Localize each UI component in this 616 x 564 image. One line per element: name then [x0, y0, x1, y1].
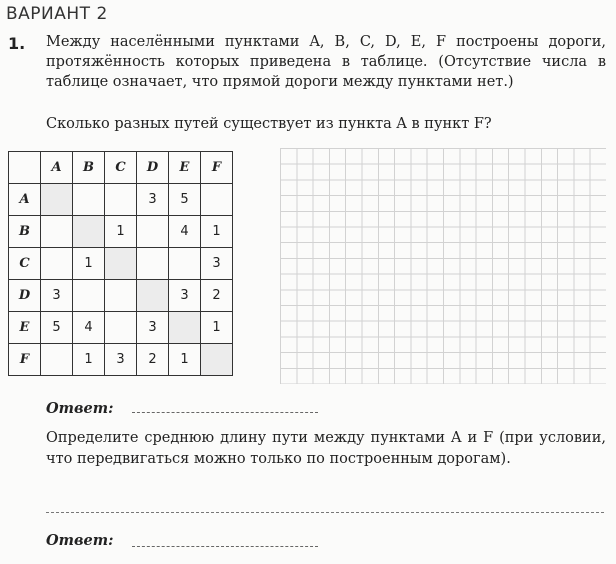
table-cell: [73, 280, 105, 312]
table-cell: 1: [105, 216, 137, 248]
table-cell: 3: [137, 184, 169, 216]
table-row: [9, 344, 233, 376]
table-cell: 2: [137, 344, 169, 376]
table-cell: 4: [73, 312, 105, 344]
table-cell: 5: [169, 184, 201, 216]
table-cell: [169, 312, 201, 344]
table-cell: 3: [169, 280, 201, 312]
table-cell: [169, 248, 201, 280]
table-cell: [201, 184, 233, 216]
table-row: [9, 312, 233, 344]
question-1: Сколько разных путей существует из пункта A в пункт F?: [46, 116, 492, 132]
table-cell: 1: [201, 216, 233, 248]
table-row: [9, 280, 233, 312]
table-cell: 5: [41, 312, 73, 344]
table-cell: [105, 280, 137, 312]
table-cell: [201, 344, 233, 376]
table-cell: [41, 248, 73, 280]
row-header: B: [9, 216, 41, 248]
table-cell: 3: [41, 280, 73, 312]
table-cell: [137, 216, 169, 248]
task-text: Между населёнными пунктами A, B, C, D, E, F построены дороги, протяжённость которых приведена в таблице. (Отсутствие числа в таблице означает, что прямой дороги между пунктами нет.): [46, 34, 606, 90]
column-header: A: [41, 152, 73, 184]
table-cell: [41, 344, 73, 376]
table-cell: [105, 248, 137, 280]
table-header-row: [9, 152, 233, 184]
row-header: C: [9, 248, 41, 280]
column-header: D: [137, 152, 169, 184]
table-cell: [105, 312, 137, 344]
table-cell: 4: [169, 216, 201, 248]
variant-title: ВАРИАНТ 2: [6, 4, 108, 24]
row-header: A: [9, 184, 41, 216]
question-2: Определите среднюю длину пути между пунктами A и F (при условии, что передвигаться можно только по построенным дорогам).: [46, 430, 606, 467]
table-row: [9, 184, 233, 216]
answer-label-2: Ответ:: [46, 532, 114, 549]
table-cell: 1: [73, 344, 105, 376]
column-header: B: [73, 152, 105, 184]
answer-field-1[interactable]: [132, 412, 318, 413]
column-header: F: [201, 152, 233, 184]
table-cell: 1: [73, 248, 105, 280]
row-header: E: [9, 312, 41, 344]
table-cell: [137, 280, 169, 312]
table-row: [9, 248, 233, 280]
table-cell: 1: [201, 312, 233, 344]
table-cell: 2: [201, 280, 233, 312]
graph-paper-workspace[interactable]: [280, 148, 606, 384]
column-header: C: [105, 152, 137, 184]
row-header: D: [9, 280, 41, 312]
row-header: F: [9, 344, 41, 376]
table-cell: [105, 184, 137, 216]
table-cell: 3: [105, 344, 137, 376]
table-cell: 1: [169, 344, 201, 376]
table-row: [9, 216, 233, 248]
task-number: 1.: [8, 34, 26, 53]
table-cell: [41, 216, 73, 248]
distance-table: [8, 151, 233, 376]
table-cell: 3: [201, 248, 233, 280]
table-cell: [73, 184, 105, 216]
table-corner-cell: [9, 152, 41, 184]
column-header: E: [169, 152, 201, 184]
answer-field-2[interactable]: [132, 546, 318, 547]
solution-line[interactable]: [46, 512, 604, 513]
answer-label-1: Ответ:: [46, 400, 114, 417]
table-cell: [41, 184, 73, 216]
table-cell: [73, 216, 105, 248]
table-cell: 3: [137, 312, 169, 344]
table-cell: [137, 248, 169, 280]
